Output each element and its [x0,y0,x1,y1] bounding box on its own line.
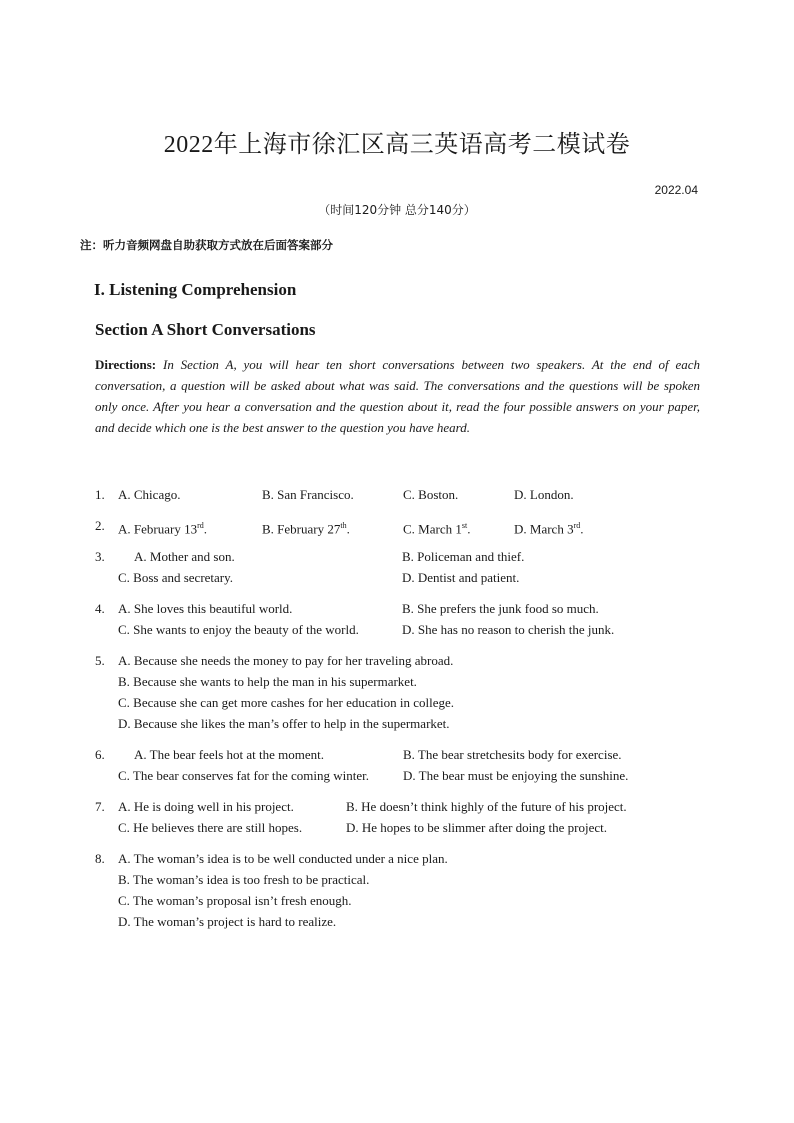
directions [95,354,700,438]
directions-text: In Section A, you will hear ten short conversations between two speakers. At the end of each conversation, a question will be asked about what was said. The conversations and the questions will be spoken only once. After you hear a conversation and the question about it, read the four possible answers on your paper, and decide which one is the best answer to the question you have heard. [95,357,701,435]
option-a: A. The bear feels hot at the moment. [134,747,325,762]
question-number: 8. [95,851,105,866]
question-number: 5. [95,653,105,668]
option-b: B. The bear stretchesits body for exercise. [403,747,622,762]
option-b: B. San Francisco. [262,487,354,502]
option-a: A. Chicago. [118,487,181,502]
option-b: B. February 27th. [262,521,350,537]
option-d: D. The woman’s project is hard to realize. [118,914,337,929]
option-c: C. Boss and secretary. [118,570,234,585]
question-number: 7. [95,799,105,814]
option-d: D. The bear must be enjoying the sunshine. [403,768,629,783]
question-number: 1. [95,487,105,502]
option-c: C. Because she can get more cashes for her education in college. [118,695,455,710]
option-c: C. The woman’s proposal isn’t fresh enough. [118,893,352,908]
question-number: 2. [95,518,105,533]
option-c: C. He believes there are still hopes. [118,820,303,835]
option-c: C. March 1st. [403,521,471,537]
section-heading: Section A Short Conversations [95,320,316,339]
option-c: C. She wants to enjoy the beauty of the world. [118,622,359,637]
option-d: D. Because she likes the man’s offer to help in the supermarket. [118,716,450,731]
option-d: D. March 3rd. [514,521,584,537]
question-number: 4. [95,601,105,616]
time-and-score: （时间120分钟 总分140分） [318,203,476,217]
option-a: A. She loves this beautiful world. [118,601,293,616]
option-b: B. He doesn’t think highly of the future of his project. [346,799,627,814]
option-b: B. Because she wants to help the man in his supermarket. [118,674,417,689]
option-a: A. February 13rd. [118,521,207,537]
audio-note: 注：听力音频网盘自助获取方式放在后面答案部分 [80,238,333,252]
option-d: D. London. [514,487,574,502]
option-c: C. The bear conserves fat for the coming winter. [118,768,370,783]
part-heading: I. Listening Comprehension [94,280,297,299]
option-a: A. The woman’s idea is to be well conducted under a nice plan. [118,851,448,866]
option-d: D. She has no reason to cherish the junk. [402,622,615,637]
exam-date: 2022.04 [654,183,698,197]
option-d: D. He hopes to be slimmer after doing the project. [346,820,608,835]
option-b: B. Policeman and thief. [402,549,525,564]
option-a: A. He is doing well in his project. [118,799,294,814]
option-a: A. Mother and son. [134,549,235,564]
option-c: C. Boston. [403,487,459,502]
option-b: B. She prefers the junk food so much. [402,601,599,616]
directions-label: Directions: [95,357,157,372]
question-number: 3. [95,549,105,564]
page-title: 2022年上海市徐汇区高三英语高考二模试卷 [163,132,631,158]
option-a: A. Because she needs the money to pay for her traveling abroad. [118,653,454,668]
question-number: 6. [95,747,105,762]
option-d: D. Dentist and patient. [402,570,520,585]
option-b: B. The woman’s idea is too fresh to be practical. [118,872,370,887]
